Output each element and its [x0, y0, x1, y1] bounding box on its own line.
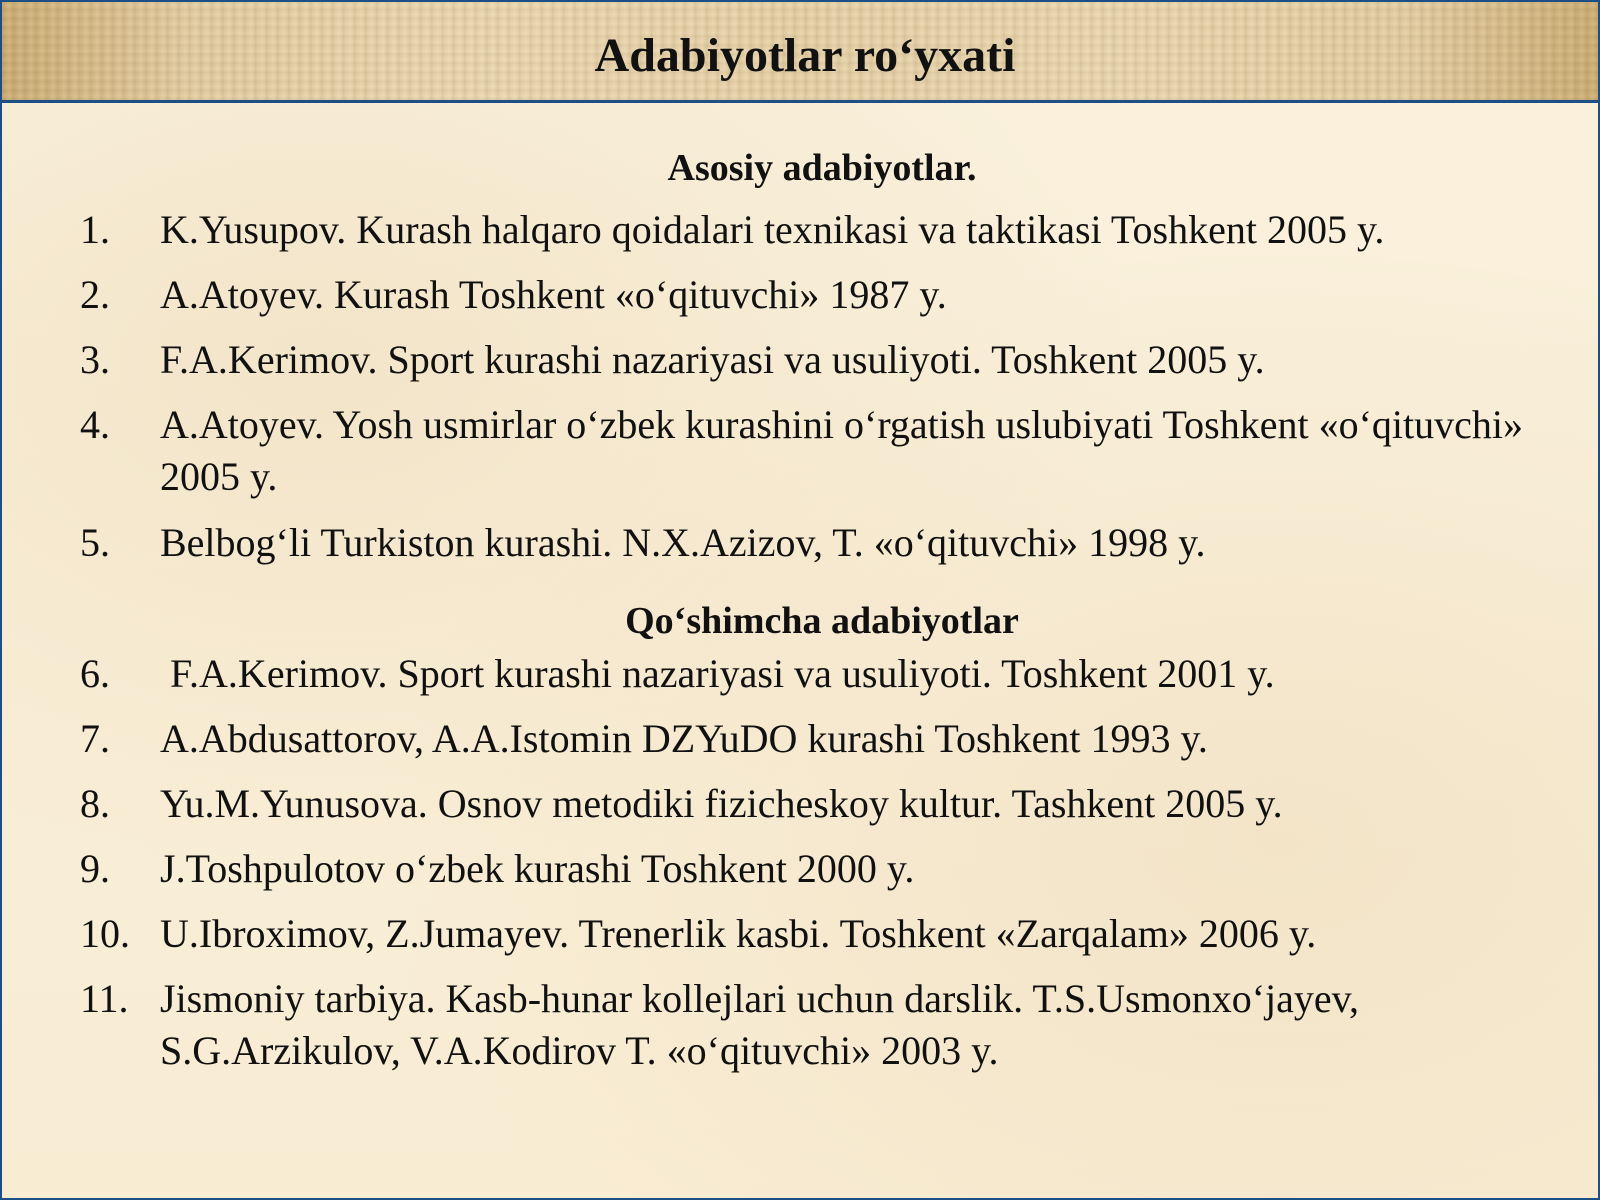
list-item-text: K.Yusupov. Kurash halqaro qoidalari texnikasi va taktikasi Toshkent 2005 y. [160, 207, 1385, 252]
list-item-text: Belbog‘li Turkiston kurashi. N.X.Azizov, T. «o‘qituvchi» 1998 y. [160, 520, 1206, 565]
list-item-text: A.Atoyev. Yosh usmirlar o‘zbek kurashini o‘rgatish uslubiyati Toshkent «o‘qituvchi» 2005 y. [160, 402, 1524, 499]
section-heading-main: Asosiy adabiyotlar. [667, 147, 977, 189]
list-item-number: 1. [80, 207, 110, 252]
list-item-number: 10. [80, 911, 130, 956]
page-title: Adabiyotlar ro‘yxati [594, 29, 1016, 82]
list-item-number: 3. [80, 337, 110, 382]
list-item-number: 11. [80, 976, 129, 1021]
list-item-number: 5. [80, 520, 110, 565]
title-banner [2, 2, 1598, 103]
list-item-number: 6. [80, 651, 110, 696]
list-item-text: A.Atoyev. Kurash Toshkent «o‘qituvchi» 1987 y. [160, 272, 947, 317]
list-item-text: J.Toshpulotov o‘zbek kurashi Toshkent 2000 y. [160, 846, 915, 891]
list-item-text: Yu.M.Yunusova. Osnov metodiki fizicheskoy kultur. Tashkent 2005 y. [160, 781, 1283, 826]
list-item-text: Jismoniy tarbiya. Kasb-hunar kollejlari uchun darslik. T.S.Usmonxo‘jayev, S.G.Arzikulov, V.A.Kodirov T. «o‘qituvchi» 2003 y. [160, 976, 1360, 1073]
list-item-text: U.Ibroximov, Z.Jumayev. Trenerlik kasbi. Toshkent «Zarqalam» 2006 y. [160, 911, 1317, 956]
list-item-number: 4. [80, 402, 110, 447]
list-item-number: 9. [80, 846, 110, 891]
section-heading-extra: Qo‘shimcha adabiyotlar [625, 600, 1019, 642]
list-item-number: 2. [80, 272, 110, 317]
list-item-number: 7. [80, 716, 110, 761]
list-item-number: 8. [80, 781, 110, 826]
list-item-text: F.A.Kerimov. Sport kurashi nazariyasi va usuliyoti. Toshkent 2005 y. [160, 337, 1265, 382]
list-item-text: F.A.Kerimov. Sport kurashi nazariyasi va usuliyoti. Toshkent 2001 y. [160, 651, 1275, 696]
list-item-text: A.Abdusattorov, A.A.Istomin DZYuDO kurashi Toshkent 1993 y. [160, 716, 1208, 761]
